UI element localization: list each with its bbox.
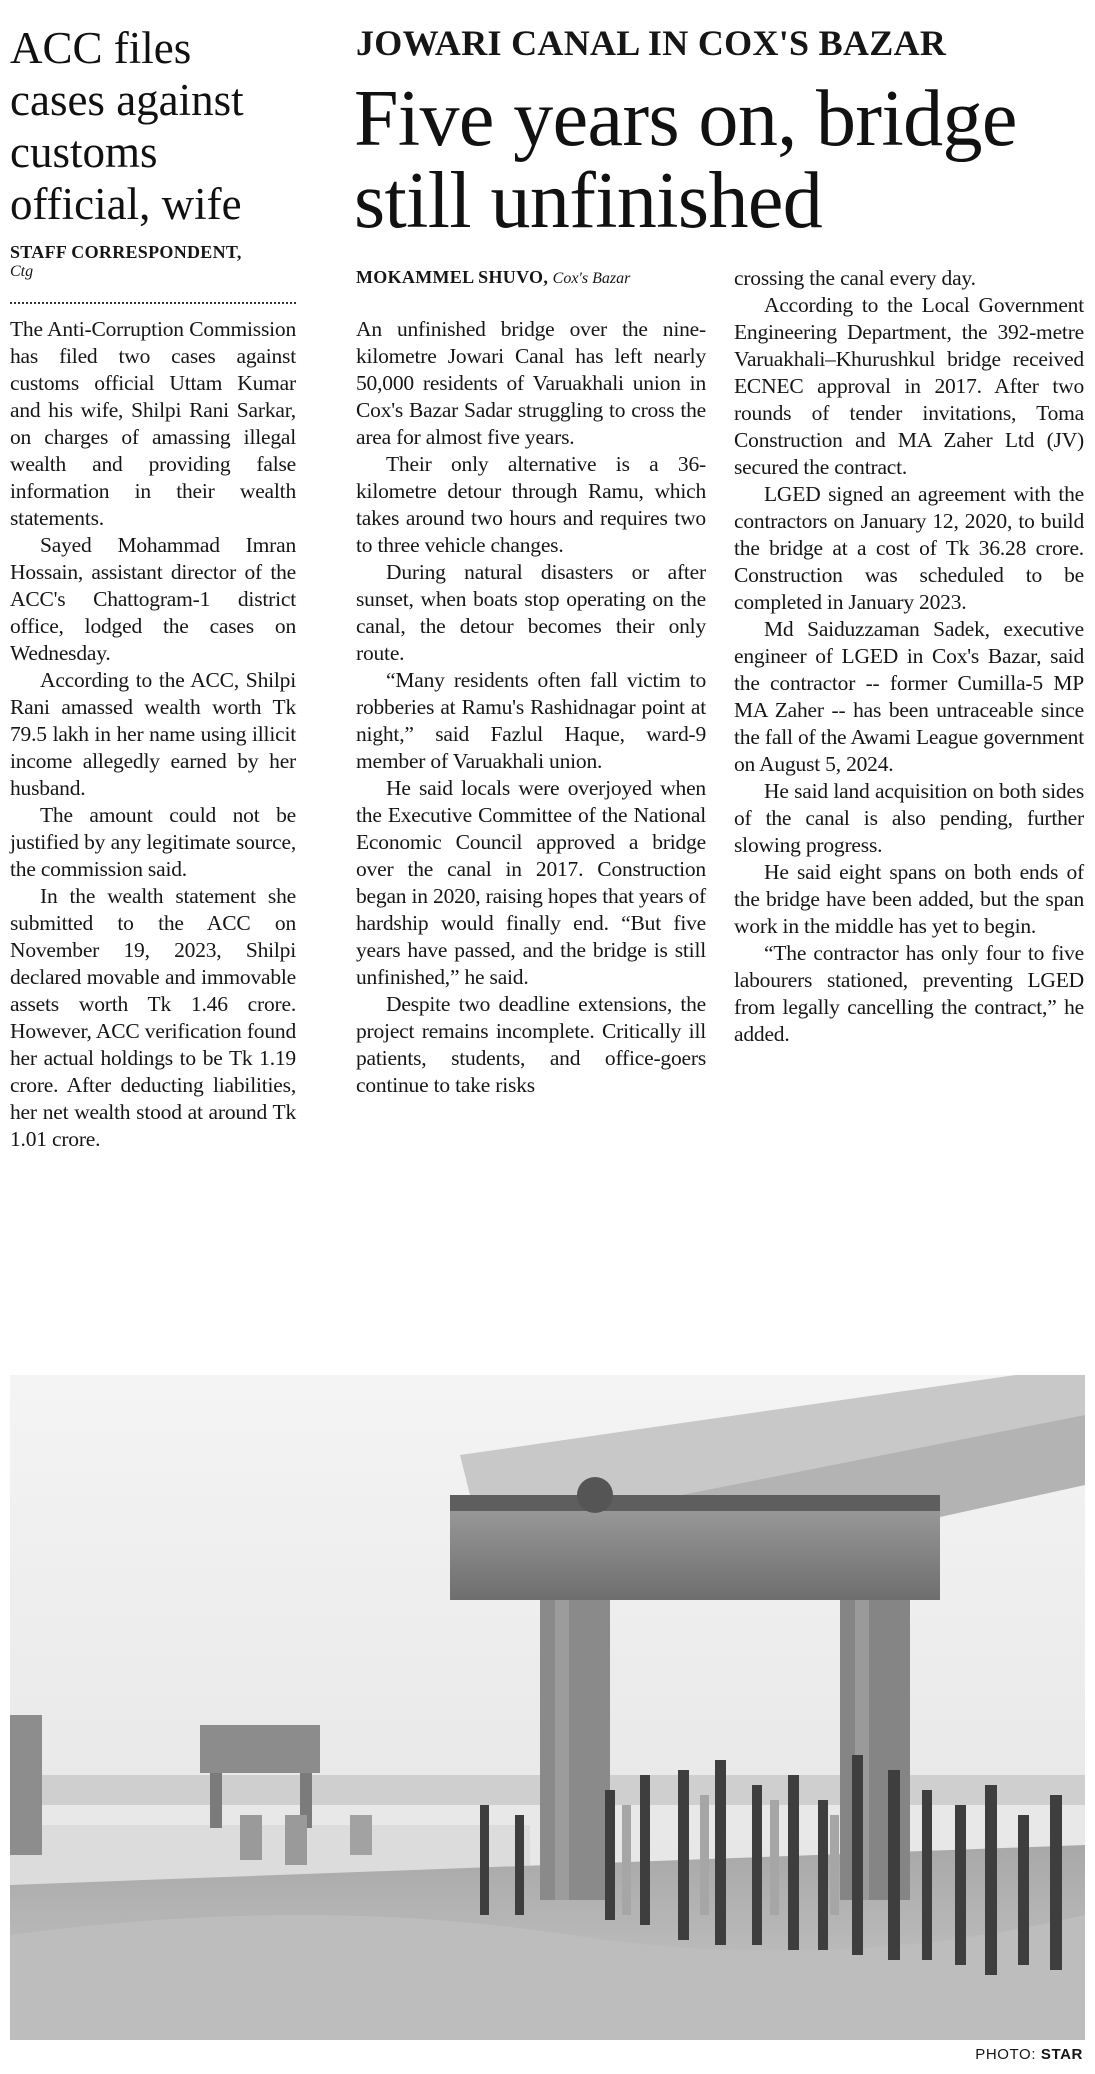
paragraph: He said eight spans on both ends of the bridge have been added, but the span work in the middle has yet to begin. [734, 860, 1084, 938]
paragraph: According to the ACC, Shilpi Rani amassed wealth worth Tk 79.5 lakh in her name using illicit income allegedly earned by her husband. [10, 668, 296, 800]
bridge-photo [10, 1375, 1085, 2040]
main-story-column-2 [734, 265, 1084, 1048]
paragraph: Md Saiduzzaman Sadek, executive engineer of LGED in Cox's Bazar, said the contractor -- former Cumilla-5 MP MA Zaher -- has been untraceable since the fall of the Awami League government on August 5, 2024. [734, 617, 1084, 776]
left-story-headline: ACC files cases against customs official, wife [10, 23, 244, 229]
left-story [10, 22, 296, 1153]
photo-credit [975, 2046, 1083, 2063]
paragraph: He said locals were overjoyed when the Executive Committee of the National Economic Council approved a bridge over the canal in 2017. Construction began in 2020, raising hopes that years of hardship would finally end. “But five years have passed, and the bridge is still unfinished,” he said. [356, 776, 706, 989]
paragraph: “The contractor has only four to five labourers stationed, preventing LGED from legally cancelling the contract,” he added. [734, 941, 1084, 1046]
photo-credit-source: STAR [1040, 2046, 1083, 2063]
dotted-divider [10, 302, 296, 304]
left-story-byline: STAFF CORRESPONDENT, [10, 242, 242, 262]
main-story-kicker: JOWARI CANAL IN COX'S BAZAR [356, 23, 947, 63]
paragraph: He said land acquisition on both sides of the canal is also pending, further slowing progress. [734, 779, 1084, 857]
photo-credit-label: PHOTO: [975, 2046, 1037, 2063]
paragraph: Despite two deadline extensions, the project remains incomplete. Critically ill patients, students, and office-goers continue to take risks [356, 992, 706, 1097]
paragraph: According to the Local Government Engineering Department, the 392-metre Varuakhali–Khurushkul bridge received ECNEC approval in 2017. After two rounds of tender invitations, Toma Construction and MA Zaher Ltd (JV) secured the contract. [734, 293, 1084, 479]
left-story-body [10, 316, 296, 1153]
main-story-byline-block [356, 266, 630, 290]
paragraph: crossing the canal every day. [734, 266, 976, 290]
paragraph: “Many residents often fall victim to robberies at Ramu's Rashidnagar point at night,” said Fazlul Haque, ward-9 member of Varuakhali union. [356, 668, 706, 773]
main-story-column-1 [356, 316, 706, 1099]
paragraph: In the wealth statement she submitted to the ACC on November 19, 2023, Shilpi declared movable and immovable assets worth Tk 1.46 crore. However, ACC verification found her actual holdings to be Tk 1.19 crore. After deducting liabilities, her net wealth stood at around Tk 1.01 crore. [10, 884, 296, 1151]
paragraph: During natural disasters or after sunset, when boats stop operating on the canal, the detour becomes their only route. [356, 560, 706, 665]
paragraph: The Anti-Corruption Commission has filed two cases against customs official Uttam Kumar and his wife, Shilpi Rani Sarkar, on charges of amassing illegal wealth and providing false information in their wealth statements. [10, 317, 296, 530]
bridge-photo-illustration [10, 1375, 1085, 2040]
left-story-location: Ctg [10, 263, 34, 280]
paragraph: Their only alternative is a 36-kilometre detour through Ramu, which takes around two hours and requires two to three vehicle changes. [356, 452, 706, 557]
main-story-location: Cox's Bazar [552, 270, 631, 287]
paragraph: The amount could not be justified by any legitimate source, the commission said. [10, 803, 296, 881]
main-story-byline: MOKAMMEL SHUVO, [356, 267, 549, 287]
main-story-headline: Five years on, bridge still unfinished [354, 75, 1017, 245]
paragraph: Sayed Mohammad Imran Hossain, assistant director of the ACC's Chattogram-1 district office, lodged the cases on Wednesday. [10, 533, 296, 665]
paragraph: An unfinished bridge over the nine-kilometre Jowari Canal has left nearly 50,000 residents of Varuakhali union in Cox's Bazar Sadar struggling to cross the area for almost five years. [356, 317, 706, 449]
paragraph: LGED signed an agreement with the contractors on January 12, 2020, to build the bridge at a cost of Tk 36.28 crore. Construction was scheduled to be completed in January 2023. [734, 482, 1084, 614]
